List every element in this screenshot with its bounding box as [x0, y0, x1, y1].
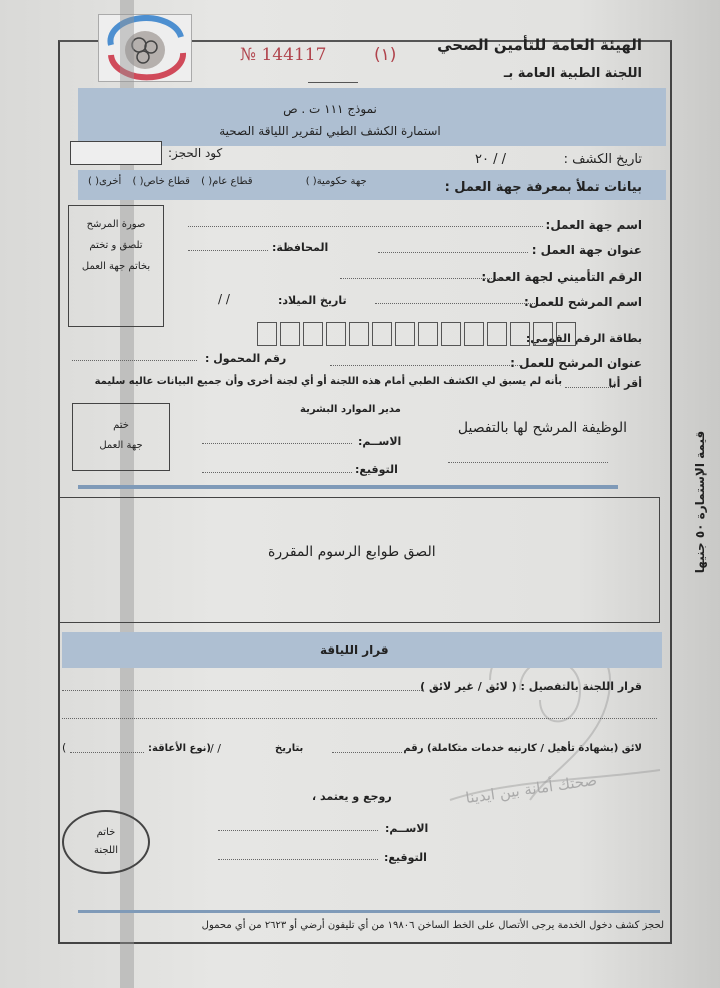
committee-name-field[interactable]	[218, 830, 378, 831]
booking-code-label: كود الحجز:	[168, 146, 223, 160]
disability-label: (نوع الأعاقة:	[148, 743, 211, 754]
id-digit-box[interactable]	[510, 322, 530, 346]
birth-date-label: تاريخ الميلاد:	[278, 294, 347, 307]
id-digit-box[interactable]	[533, 322, 553, 346]
exam-date-value[interactable]: / / ٢٠	[475, 152, 506, 167]
fit-line-label: لائق (بشهادة تأهيل / كارنيه خدمات متكاملة) رقم	[403, 743, 642, 754]
form-title: استمارة الكشف الطبي لتقرير اللياقة الصحية	[219, 124, 441, 138]
fitness-title: قرار اللياقة	[320, 643, 389, 657]
stamp-line: ختم	[113, 420, 129, 431]
disability-close: )	[62, 741, 67, 754]
org-name: الهيئة العامة للتأمين الصحي	[437, 36, 642, 54]
section-divider	[78, 485, 618, 489]
date-label: بتاريخ	[275, 743, 304, 754]
certificate-number-field[interactable]	[332, 752, 402, 753]
stamp-line: خاتم	[96, 827, 116, 838]
id-digit-box[interactable]	[395, 322, 415, 346]
candidate-address-field[interactable]	[330, 365, 520, 366]
stamp-line: اللجنة	[94, 845, 118, 856]
footer-divider	[78, 910, 660, 913]
hr-signature-label: التوقيع:	[355, 463, 398, 476]
date-field[interactable]: / /	[210, 742, 221, 755]
option-government[interactable]: جهة حكومية( )	[305, 176, 367, 187]
candidate-address-label: عنوان المرشح للعمل :	[510, 356, 642, 370]
option-public[interactable]: قطاع عام( )	[201, 176, 253, 187]
id-digit-box[interactable]	[326, 322, 346, 346]
photo-box-line: تلصق و تختم	[89, 240, 143, 251]
committee-signature-field[interactable]	[218, 859, 378, 860]
candidate-name-field[interactable]	[375, 303, 535, 304]
national-id-label: بطاقة الرقم القومي:	[525, 332, 642, 345]
id-digit-box[interactable]	[418, 322, 438, 346]
mobile-label: رقم المحمول :	[205, 352, 287, 365]
job-title-field[interactable]	[448, 462, 608, 463]
hr-signature-field[interactable]	[202, 472, 352, 473]
committee-stamp-oval	[62, 810, 150, 874]
id-digit-box[interactable]	[303, 322, 323, 346]
decision-field-2[interactable]	[62, 718, 657, 719]
photo-box	[68, 205, 164, 327]
option-private[interactable]: قطاع خاص( )	[132, 176, 190, 187]
id-digit-box[interactable]	[441, 322, 461, 346]
fee-stamps-text: الصق طوابع الرسوم المقررة	[268, 544, 436, 560]
employer-address-field[interactable]	[378, 252, 528, 253]
mobile-field[interactable]	[72, 360, 197, 361]
id-digit-box[interactable]	[280, 322, 300, 346]
employer-name-label: اسم جهة العمل:	[545, 218, 642, 232]
employer-stamp-box	[72, 403, 170, 471]
copy-number: (١)	[374, 45, 397, 65]
hr-name-field[interactable]	[202, 443, 352, 444]
national-id-boxes[interactable]	[254, 322, 576, 346]
decision-label: قرار اللجنة بالتفصيل : ( لائق / غير لائق )	[420, 680, 642, 693]
id-digit-box[interactable]	[556, 322, 576, 346]
watermark-slogan: صحتك أمانة بين ايدينا	[464, 770, 599, 808]
governorate-field[interactable]	[188, 250, 268, 251]
id-digit-box[interactable]	[257, 322, 277, 346]
job-title-label: الوظيفة المرشح لها بالتفصيل	[457, 420, 627, 436]
decision-field[interactable]	[62, 690, 424, 691]
committee-name: اللجنة الطبية العامة بـ	[503, 66, 642, 81]
booking-code-input[interactable]	[70, 141, 162, 165]
birth-date-field[interactable]: / /	[218, 292, 230, 306]
declarant-name-field[interactable]	[565, 387, 615, 388]
footer-text: لحجز كشف دخول الخدمة يرجى الأتصال على الخط الساخن ١٩٨٠٦ من أي تليفون أرضي أو ٢٦٢٣ من أي محمول	[201, 920, 664, 931]
committee-name-label: الاســم:	[385, 822, 429, 835]
declaration-start: أقر أنا	[608, 377, 642, 390]
photo-box-line: بخاتم جهة العمل	[81, 261, 151, 272]
committee-signature-label: التوقيع:	[384, 851, 427, 864]
governorate-label: المحافظة:	[272, 241, 329, 254]
committee-line	[308, 82, 358, 83]
id-digit-box[interactable]	[487, 322, 507, 346]
employer-type-options	[88, 176, 367, 187]
reviewed-label: روجع و يعتمد ،	[312, 790, 392, 803]
stamp-line: جهة العمل	[99, 440, 143, 451]
insurance-number-field[interactable]	[340, 278, 500, 279]
disability-field[interactable]	[70, 752, 144, 753]
photo-box-line: صورة المرشح	[86, 219, 146, 230]
form-fee-note: قيمة الإستمارة ٥٠ جنيها	[693, 430, 707, 574]
hr-manager-label: مدير الموارد البشرية	[300, 404, 401, 415]
employer-section-title: بيانات تملأ بمعرفة جهة العمل :	[444, 180, 642, 195]
id-digit-box[interactable]	[372, 322, 392, 346]
declaration-text: بأنه لم يسبق لي الكشف الطبي أمام هذه اللجنة أو أي لجنة أخرى وأن جميع البيانات عاليه سليمة	[94, 376, 562, 387]
health-insurance-logo	[98, 14, 192, 82]
employer-address-label: عنوان جهة العمل :	[531, 243, 642, 257]
form-number: نموذج ١١١ ت . ص	[283, 102, 377, 116]
hr-name-label: الاســم:	[358, 435, 402, 448]
serial-number: № 144117	[240, 45, 327, 65]
exam-date-label: تاريخ الكشف :	[563, 152, 642, 167]
id-digit-box[interactable]	[464, 322, 484, 346]
candidate-name-label: اسم المرشح للعمل:	[524, 295, 642, 309]
insurance-number-label: الرقم التأميني لجهة العمل:	[481, 270, 642, 284]
id-digit-box[interactable]	[349, 322, 369, 346]
employer-name-field[interactable]	[188, 226, 543, 227]
option-other[interactable]: أخرى( )	[88, 176, 122, 187]
